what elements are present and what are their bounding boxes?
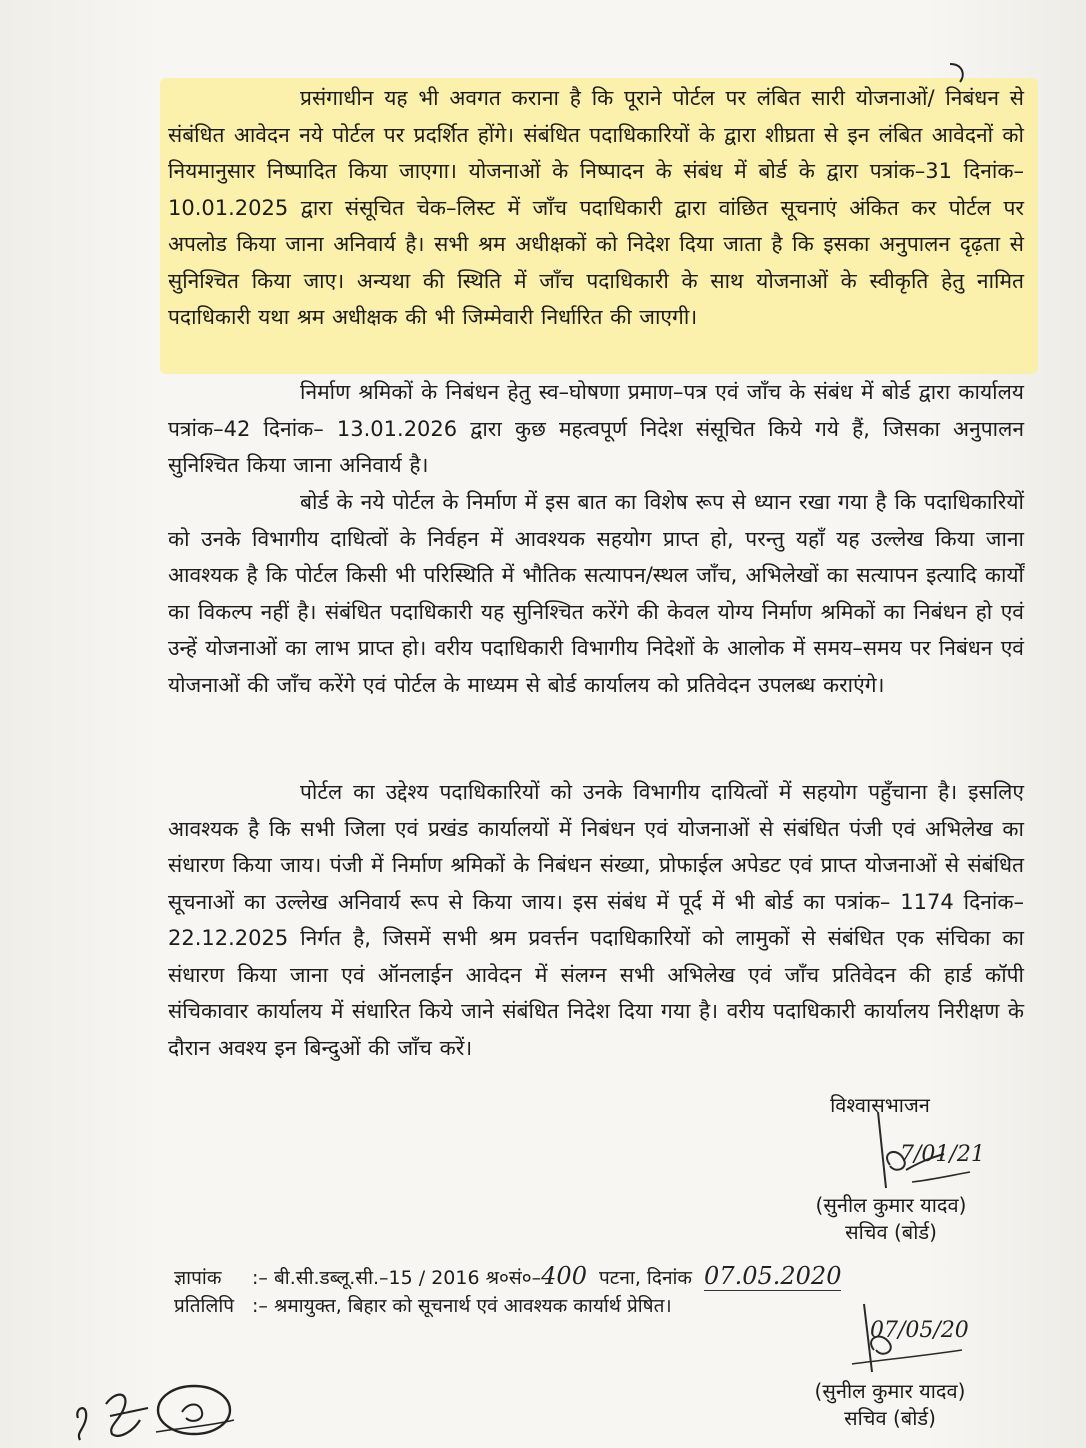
signatory-1-name: (सुनील कुमार यादव) bbox=[815, 1193, 967, 1217]
initials-scribble bbox=[70, 1368, 240, 1446]
copy-to-line bbox=[174, 1292, 672, 1320]
signatory-2-name: (सुनील कुमार यादव) bbox=[814, 1379, 966, 1403]
place-date-label: पटना, दिनांक bbox=[599, 1267, 692, 1289]
paragraph-physical-verification: बोर्ड के नये पोर्टल के निर्माण में इस बात का विशेष रूप से ध्यान रखा गया है कि पदाधिकारियों को उनके विभागीय दाधित्वों के निर्वहन में आवश्यक सहयोग प्राप्त हो, परन्तु यहाँ यह उल्लेख किया जाना आवश्यक है कि पोर्टल किसी भी परिस्थिति में भौतिक सत्यापन/स्थल जाँच, अभिलेखों का सत्यापन इत्यादि कार्यों का विकल्प नहीं है। संबंधित पदाधिकारी यह सुनिश्चित करेंगे की केवल योग्य निर्माण श्रमिकों का निबंधन हो एवं उन्हें योजनाओं का लाभ प्राप्त हो। वरीय पदाधिकारी विभागीय निदेशों के आलोक में समय–समय पर निबंधन एवं योजनाओं की जाँच करेंगे एवं पोर्टल के माध्यम से बोर्ड कार्यालय को प्रतिवेदन उपलब्ध कराएंगे। bbox=[168, 490, 1024, 697]
copy-recipient: :– श्रमायुक्त, बिहार को सूचनार्थ एवं आवश्यक कार्यार्थ प्रेषित। bbox=[252, 1295, 672, 1317]
memo-number-line bbox=[174, 1262, 841, 1292]
memo-reference: :– बी.सी.डब्लू.सी.–15 / 2016 श्र०सं०– bbox=[252, 1267, 542, 1289]
paragraph-register-maintenance: पोर्टल का उद्देश्य पदाधिकारियों को उनके विभागीय दायित्वों में सहयोग पहुँचाना है। इसलिए आवश्यक है कि सभी जिला एवं प्रखंड कार्यालयों में निबंधन एवं योजनाओं से संबंधित पंजी एवं अभिलेख का संधारण किया जाय। पंजी में निर्माण श्रमिकों के निबंधन संख्या, प्रोफाईल अपेडट एवं प्राप्त योजनाओं से संबंधित सूचनाओं का उल्लेख अनिवार्य रूप से किया जाय। इस संबंध में पूर्द में भी बोर्ड का पत्रांक– 1174 दिनांक– 22.12.2025 निर्गत है, जिसमें सभी श्रम प्रवर्त्तन पदाधिकारियों को लामुकों से संबंधित एक संचिका का संधारण किया जाना एवं ऑनलाईन आवेदन में संलग्न सभी अभिलेख एवं जाँच प्रतिवेदन की हार्ड कॉपी संचिकावार कार्यालय में संधारित किये जाने संबंधित निदेश दिया गया है। वरीय पदाधिकारी कार्यालय निरीक्षण के दौरान अवश्य इन बिन्दुओं की जाँच करें। bbox=[168, 780, 1024, 1060]
handwritten-date-2: 07/05/20 bbox=[870, 1318, 969, 1343]
memo-label: ज्ञापांक bbox=[174, 1267, 222, 1289]
paragraph-portal-pending-applications: प्रसंगाधीन यह भी अवगत कराना है कि पूराने पोर्टल पर लंबित सारी योजनाओं/ निबंधन से संबंधित आवेदन नये पोर्टल पर प्रदर्शित होंगे। संबंधित पदाधिकारियों के द्वारा शीघ्रता से इन लंबित आवेदनों को नियमानुसार निष्पादित किया जाएगा। योजनाओं के निष्पादन के संबंध में बोर्ड के द्वारा पत्रांक–31 दिनांक–10.01.2025 द्वारा संसूचित चेक–लिस्ट में जाँच पदाधिकारी द्वारा वांछित सूचनाएं अंकित कर पोर्टल पर अपलोड किया जाना अनिवार्य है। सभी श्रम अधीक्षकों को निदेश दिया जाता है कि इसका अनुपालन दृढ़ता से सुनिश्चित किया जाए। अन्यथा की स्थिति में जाँच पदाधिकारी के साथ योजनाओं के स्वीकृति हेतु नामित पदाधिकारी यथा श्रम अधीक्षक की भी जिम्मेवारी निर्धारित की जाएगी। bbox=[168, 86, 1024, 329]
signatory-2-designation: सचिव (बोर्ड) bbox=[844, 1406, 936, 1430]
handwritten-date-1: 7/01/21 bbox=[900, 1142, 985, 1167]
handwritten-dispatch-date: 07.05.2020 bbox=[704, 1262, 842, 1290]
copy-label: प्रतिलिपि bbox=[174, 1295, 235, 1317]
paragraph-self-declaration: निर्माण श्रमिकों के निबंधन हेतु स्व–घोषणा प्रमाण–पत्र एवं जाँच के संबंध में बोर्ड द्वारा कार्यालय पत्रांक–42 दिनांक– 13.01.2026 द्वारा कुछ महत्वपूर्ण निदेश संसूचित किये गये हैं, जिसका अनुपालन सुनिश्चित किया जाना अनिवार्य है। bbox=[168, 380, 1024, 477]
handwritten-letter-number: 400 bbox=[541, 1262, 587, 1290]
signatory-1-designation: सचिव (बोर्ड) bbox=[845, 1220, 937, 1244]
closing-phrase: विश्वासभाजन bbox=[830, 1093, 930, 1117]
corner-mark bbox=[944, 58, 974, 88]
